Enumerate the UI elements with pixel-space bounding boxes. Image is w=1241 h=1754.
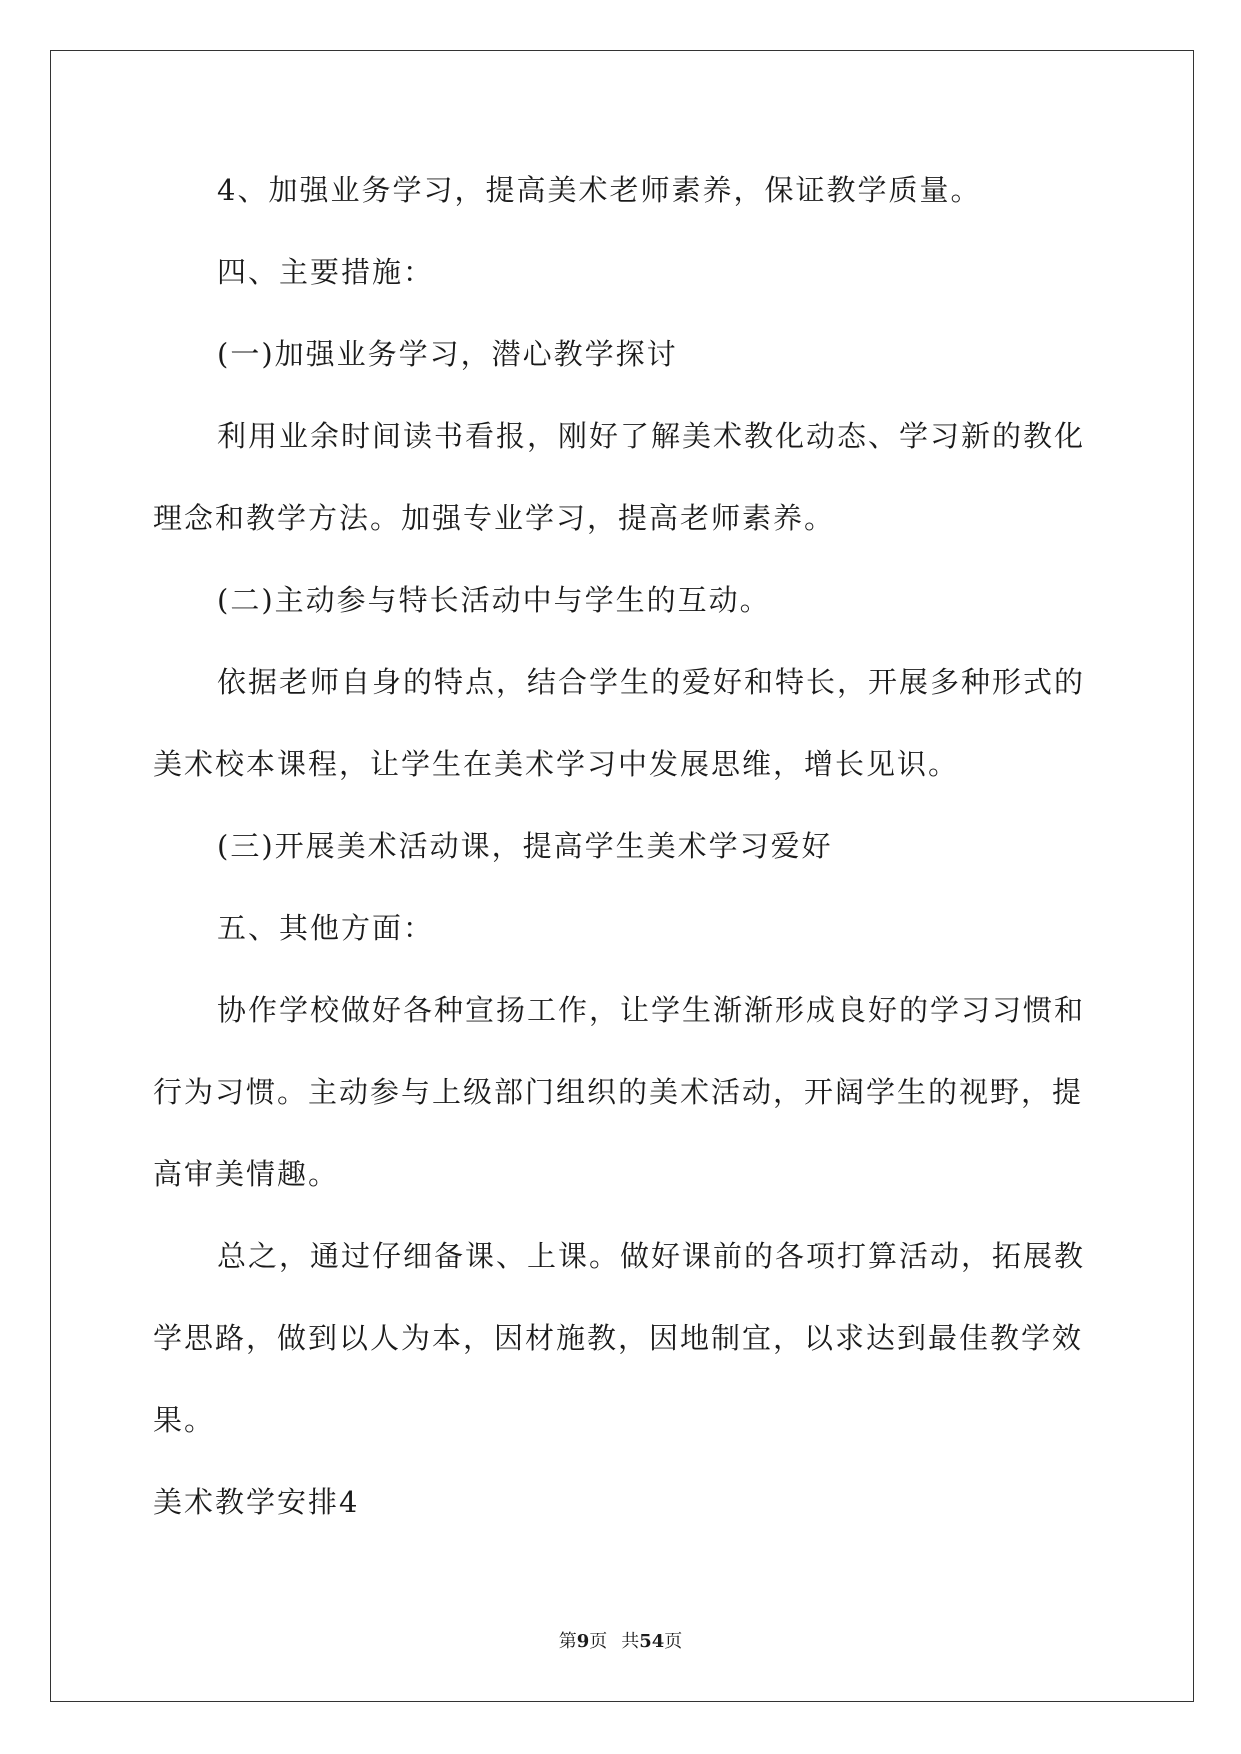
- subsection-heading: (三)开展美术活动课，提高学生美术学习爱好: [217, 829, 833, 863]
- text-line: 理念和教学方法。加强专业学习，提高老师素养。: [153, 501, 836, 535]
- text-line: 果。: [153, 1403, 216, 1437]
- current-page-number: 9: [576, 1631, 590, 1652]
- page-border: [50, 50, 1194, 1702]
- text-line: 利用业余时间读书看报，刚好了解美术教化动态、学习新的教化: [217, 419, 1086, 453]
- footer-total-prefix: 共: [621, 1631, 640, 1652]
- text-line: 美术校本课程，让学生在美术学习中发展思维，增长见识。: [153, 747, 960, 781]
- text-line: 协作学校做好各种宣扬工作，让学生渐渐形成良好的学习习惯和: [217, 993, 1086, 1027]
- text-line: 总之，通过仔细备课、上课。做好课前的各项打算活动，拓展教: [217, 1239, 1086, 1273]
- page-footer: [0, 1630, 1241, 1654]
- text-line: 高审美情趣。: [153, 1157, 340, 1191]
- text-line: 行为习惯。主动参与上级部门组织的美术活动，开阔学生的视野，提: [153, 1075, 1084, 1109]
- section-heading: 四、主要措施：: [217, 255, 435, 289]
- text-line: 依据老师自身的特点，结合学生的爱好和特长，开展多种形式的: [217, 665, 1086, 699]
- footer-prefix: 第: [558, 1631, 577, 1652]
- text-line: 4、加强业务学习，提高美术老师素养，保证教学质量。: [217, 173, 982, 207]
- section-heading: 五、其他方面：: [217, 911, 435, 945]
- footer-total-suffix: 页: [664, 1631, 683, 1652]
- document-title: 美术教学安排4: [153, 1485, 360, 1519]
- text-line: 学思路，做到以人为本，因材施教，因地制宜，以求达到最佳教学效: [153, 1321, 1084, 1355]
- subsection-heading: (一)加强业务学习，潜心教学探讨: [217, 337, 678, 371]
- subsection-heading: (二)主动参与特长活动中与学生的互动。: [217, 583, 771, 617]
- footer-page-suffix: 页: [589, 1631, 608, 1652]
- total-page-count: 54: [639, 1631, 665, 1652]
